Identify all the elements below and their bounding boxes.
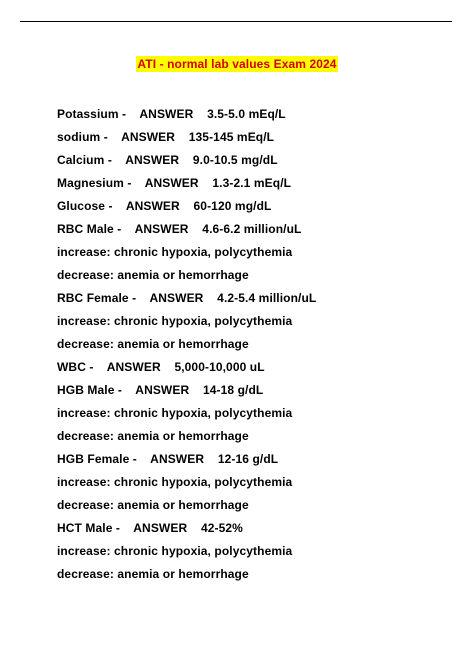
text-line: sodium - ANSWER 135-145 mEq/L xyxy=(57,130,275,144)
text-line: RBC Male - ANSWER 4.6-6.2 million/uL xyxy=(57,222,302,236)
text-line: Calcium - ANSWER 9.0-10.5 mg/dL xyxy=(57,153,278,167)
text-line: RBC Female - ANSWER 4.2-5.4 million/uL xyxy=(57,291,317,305)
text-line: Potassium - ANSWER 3.5-5.0 mEq/L xyxy=(57,107,286,121)
text-line: increase: chronic hypoxia, polycythemia xyxy=(57,475,293,489)
top-rule xyxy=(20,21,452,22)
text-line: HGB Male - ANSWER 14-18 g/dL xyxy=(57,383,264,397)
title-container xyxy=(0,55,474,73)
text-line: decrease: anemia or hemorrhage xyxy=(57,567,249,581)
text-line: increase: chronic hypoxia, polycythemia xyxy=(57,544,293,558)
text-line: HCT Male - ANSWER 42-52% xyxy=(57,521,243,535)
text-line: increase: chronic hypoxia, polycythemia xyxy=(57,406,293,420)
text-line: decrease: anemia or hemorrhage xyxy=(57,268,249,282)
text-line: decrease: anemia or hemorrhage xyxy=(57,337,249,351)
document-title: ATI - normal lab values Exam 2024 xyxy=(137,57,337,71)
text-line: increase: chronic hypoxia, polycythemia xyxy=(57,245,293,259)
text-line: increase: chronic hypoxia, polycythemia xyxy=(57,314,293,328)
text-line: WBC - ANSWER 5,000-10,000 uL xyxy=(57,360,265,374)
text-line: Glucose - ANSWER 60-120 mg/dL xyxy=(57,199,272,213)
lab-values-list xyxy=(57,103,316,586)
text-line: HGB Female - ANSWER 12-16 g/dL xyxy=(57,452,279,466)
text-line: decrease: anemia or hemorrhage xyxy=(57,429,249,443)
text-line: decrease: anemia or hemorrhage xyxy=(57,498,249,512)
text-line: Magnesium - ANSWER 1.3-2.1 mEq/L xyxy=(57,176,292,190)
